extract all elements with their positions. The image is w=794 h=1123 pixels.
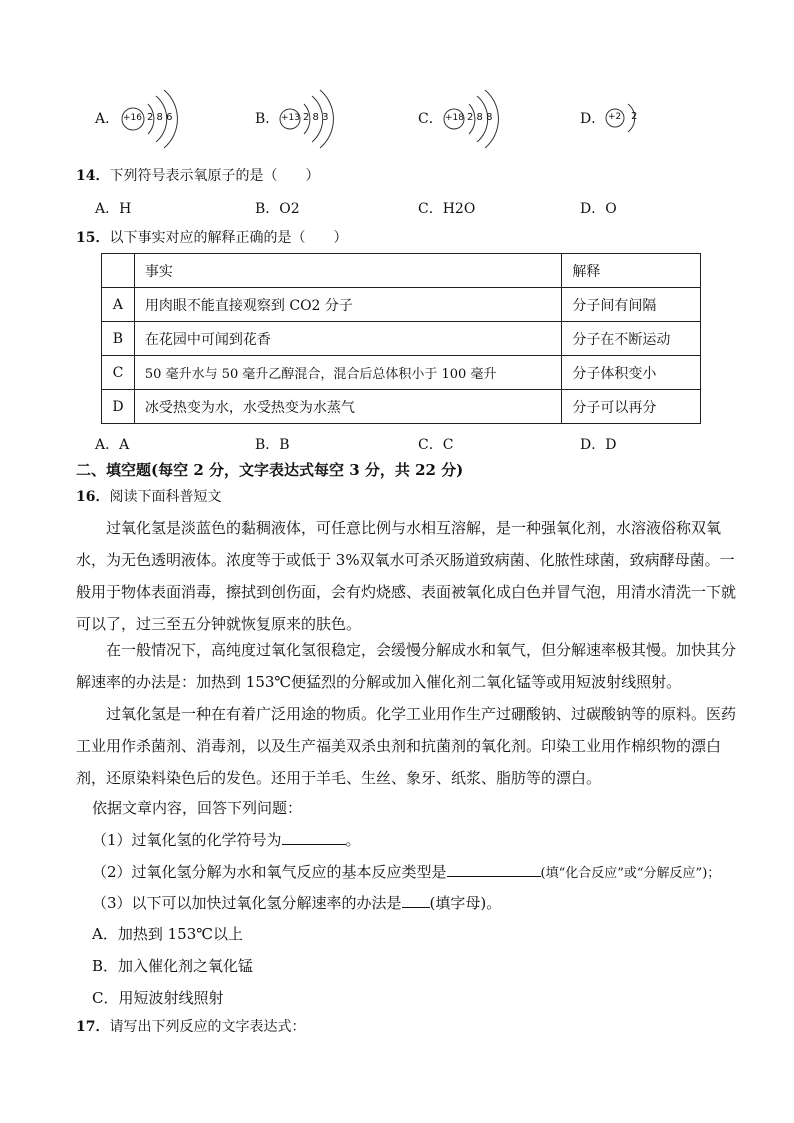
q16-sub3-text: （3）以下可以加快过氧化氢分解速率的办法是 xyxy=(92,894,402,912)
q15-option-a: A．A xyxy=(95,437,130,453)
q14-option-a: A．H xyxy=(95,201,132,217)
q16-sub2 xyxy=(92,861,720,882)
facts-table xyxy=(101,253,701,424)
q14-number: 14． xyxy=(76,168,110,184)
q16-paragraph-3: 过氧化氢是一种在有着广泛用途的物质。化学工业用作生产过硼酸钠、过碳酸钠等的原料。医药工业用作杀菌剂、消毒剂，以及生产福美双杀虫剂和抗菌剂的氧化剂。印染工业用作棉织物的漂白剂，还原染料染色后的发色。还用于羊毛、生丝、象牙、纸浆、脂肪等的漂白。 xyxy=(76,705,737,787)
row-explanation: 分子可以再分 xyxy=(562,390,701,424)
shell-electrons-c: 2 8 8 xyxy=(467,112,493,123)
q14-stem-line xyxy=(76,165,319,185)
row-label: A xyxy=(102,288,135,322)
q14-stem: 下列符号表示氧原子的是（ ） xyxy=(109,168,320,184)
table-row xyxy=(102,390,701,424)
q16-paragraph-2: 在一般情况下，高纯度过氧化氢很稳定，会缓慢分解成水和氧气，但分解速率极其慢。加快其分解速率的办法是：加热到 153℃便猛烈的分解或加入催化剂二氧化锰等或用短波射线照射。 xyxy=(76,641,737,691)
row-label: D xyxy=(102,390,135,424)
nucleus-charge-b: +13 xyxy=(281,113,300,123)
row-fact: 冰受热变为水，水受热变为水蒸气 xyxy=(134,390,561,424)
table-header-fact: 事实 xyxy=(134,254,561,288)
q17-stem-line xyxy=(76,1016,305,1036)
atom-diagram-b xyxy=(278,84,348,154)
q16-choice-a: A．加热到 153℃以上 xyxy=(92,925,244,943)
nucleus-charge-c: +18 xyxy=(445,113,464,123)
shell-electrons-a: 2 8 6 xyxy=(147,112,173,123)
q14-option-d: D．O xyxy=(580,201,617,217)
q16-stem: 阅读下面科普短文 xyxy=(109,489,222,505)
section-2-title: 二、填空题(每空 2 分，文字表达式每空 3 分，共 22 分) xyxy=(76,461,464,479)
table-header-explanation: 解释 xyxy=(562,254,701,288)
q16-stem-line xyxy=(76,486,221,506)
q16-sub1-text: （1）过氧化氢的化学符号为 xyxy=(92,831,282,849)
q16-number: 16． xyxy=(76,489,110,505)
q16-choice-c: C．用短波射线照射 xyxy=(92,989,224,1007)
row-explanation: 分子在不断运动 xyxy=(562,322,701,356)
q15-stem-line xyxy=(76,227,347,247)
table-header-label xyxy=(102,254,135,288)
q14-option-c: C．H2O xyxy=(418,201,476,217)
atom-diagram-a xyxy=(118,84,188,154)
row-explanation: 分子间有间隔 xyxy=(562,288,701,322)
q16-sub3 xyxy=(92,892,501,913)
q16-sub1 xyxy=(92,829,361,850)
row-fact: 50 毫升水与 50 毫升乙醇混合，混合后总体积小于 100 毫升 xyxy=(134,356,561,390)
q14-option-b: B．O2 xyxy=(255,201,300,217)
q13-option-d-letter: D． xyxy=(580,111,606,127)
row-fact: 用肉眼不能直接观察到 CO2 分子 xyxy=(134,288,561,322)
q17-stem: 请写出下列反应的文字表达式： xyxy=(109,1019,306,1035)
table-row xyxy=(102,322,701,356)
q16-sub2-text: （2）过氧化氢分解为水和氧气反应的基本反应类型是 xyxy=(92,863,447,881)
q13-option-b-letter: B． xyxy=(255,111,280,127)
q15-stem: 以下事实对应的解释正确的是（ ） xyxy=(109,230,348,246)
answer-blank-1[interactable] xyxy=(282,830,346,845)
row-label: B xyxy=(102,322,135,356)
q15-option-d: D．D xyxy=(580,437,617,453)
q15-option-c: C．C xyxy=(418,437,454,453)
nucleus-charge-d: +2 xyxy=(608,112,622,122)
q16-sub1-end: 。 xyxy=(345,831,361,849)
answer-blank-3[interactable] xyxy=(402,893,430,908)
shell-electrons-d: 2 xyxy=(631,111,638,122)
shell-electrons-b: 2 8 3 xyxy=(303,112,329,123)
table-row xyxy=(102,356,701,390)
table-row xyxy=(102,288,701,322)
nucleus-charge-a: +16 xyxy=(123,113,142,123)
q16-choice-b: B．加入催化剂之氧化锰 xyxy=(92,957,254,975)
q13-option-c-letter: C． xyxy=(418,111,443,127)
q15-number: 15． xyxy=(76,230,110,246)
q17-number: 17． xyxy=(76,1019,110,1035)
row-explanation: 分子体积变小 xyxy=(562,356,701,390)
row-label: C xyxy=(102,356,135,390)
q16-prompt: 依据文章内容，回答下列问题： xyxy=(92,799,303,817)
q16-sub2-end: (填“化合反应”或“分解反应”)； xyxy=(540,866,721,881)
atom-diagram-c xyxy=(441,84,511,154)
q16-sub3-end: (填字母)。 xyxy=(429,894,502,912)
answer-blank-2[interactable] xyxy=(447,862,541,877)
row-fact: 在花园中可闻到花香 xyxy=(134,322,561,356)
atom-diagram-d xyxy=(604,96,644,140)
q13-option-a-letter: A． xyxy=(95,111,120,127)
q15-option-b: B．B xyxy=(255,437,290,453)
table-header-row xyxy=(102,254,701,288)
q16-paragraph-1: 过氧化氢是淡蓝色的黏稠液体，可任意比例与水相互溶解，是一种强氧化剂，水溶液俗称双氧水，为无色透明液体。浓度等于或低于 3%双氧水可杀灭肠道致病菌、化脓性球菌，致病酵母菌。一般用于物体表面消毒，擦拭到创伤面，会有灼烧感、表面被氧化成白色并冒气泡，用清水清洗一下就可以了，过三至五分钟就恢复原来的肤色。 xyxy=(76,519,737,633)
